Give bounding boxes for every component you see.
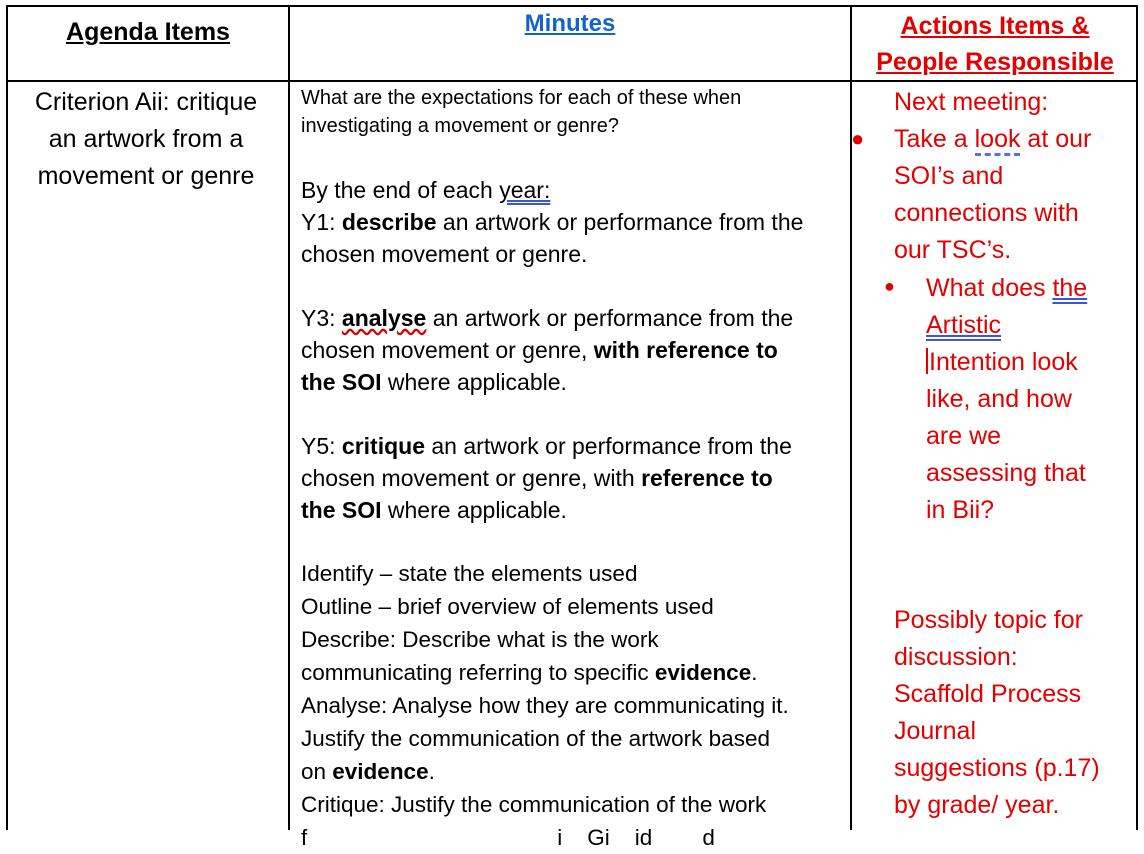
header-actions-items (852, 8, 1138, 80)
actions-next-meeting (894, 84, 1134, 269)
column-divider-1 (288, 6, 290, 830)
header-actions-line2: People Responsible (876, 48, 1114, 76)
action-line: discussion: (894, 643, 1018, 671)
header-minutes: Minutes (524, 10, 616, 37)
minutes-line: the SOI where applicable. (301, 497, 567, 523)
action-line: Scaffold Process (894, 680, 1082, 708)
minutes-line: Critique: Justify the communication of the work (301, 792, 767, 817)
minutes-expectations (301, 174, 846, 526)
action-line: What does the (926, 274, 1088, 302)
bullet-icon: ● (851, 126, 865, 151)
action-line: Take a look at our (894, 121, 1134, 158)
agenda-line: Criterion Aii: critique (34, 88, 258, 116)
action-line: Intention look (926, 344, 1131, 381)
minutes-question (301, 84, 846, 140)
action-line: are we (926, 422, 1002, 450)
header-agenda-items: Agenda Items (66, 18, 230, 46)
agenda-line: an artwork from a (48, 125, 244, 153)
action-line: assessing that (926, 459, 1086, 487)
minutes-line: communicating referring to specific evidence. (301, 660, 758, 685)
header-row-divider (6, 80, 1138, 82)
minutes-line: Describe: Describe what is the work (301, 627, 659, 652)
action-possible-topic (894, 602, 1134, 824)
action-subitem-artistic-intention (926, 270, 1131, 529)
action-heading: Next meeting: (894, 88, 1049, 116)
action-line: Possibly topic for (894, 606, 1083, 634)
table-top-border (6, 5, 1138, 7)
action-line: Artistic (926, 311, 1001, 339)
minutes-line: By the end of each year: (301, 177, 551, 203)
action-line: Journal (894, 717, 976, 745)
action-line: connections with (894, 199, 1079, 227)
header-actions-line1: Actions Items & (900, 12, 1090, 40)
minutes-command-terms (301, 557, 846, 850)
minutes-line: chosen movement or genre. (301, 241, 588, 267)
minutes-line: the SOI where applicable. (301, 369, 567, 395)
minutes-line: Y1: describe an artwork or performance from the (301, 209, 804, 235)
action-line: in Bii? (926, 496, 995, 524)
minutes-line: Analyse: Analyse how they are communicating it. (301, 693, 789, 718)
action-line: like, and how (926, 385, 1072, 413)
action-line: suggestions (p.17) (894, 754, 1100, 782)
minutes-line: Identify – state the elements used (301, 561, 638, 586)
minutes-line: chosen movement or genre, with reference to (301, 337, 778, 363)
minutes-line: chosen movement or genre, with reference to (301, 465, 773, 491)
minutes-line: Y3: analyse an artwork or performance from the (301, 305, 794, 331)
minutes-line: What are the expectations for each of these when (301, 87, 742, 109)
action-line: SOI’s and (894, 162, 1004, 190)
bullet-icon: ● (884, 276, 895, 296)
minutes-line: Justify the communication of the artwork based (301, 726, 770, 751)
agenda-line: movement or genre (37, 162, 255, 190)
action-line: our TSC’s. (894, 236, 1012, 264)
minutes-line: Y5: critique an artwork or performance from the (301, 433, 792, 459)
table-right-border (1136, 6, 1138, 830)
minutes-line: Outline – brief overview of elements used (301, 594, 714, 619)
agenda-item-text (8, 84, 284, 195)
minutes-line: investigating a movement or genre? (301, 115, 619, 137)
text-cursor (926, 348, 928, 374)
action-line: by grade/ year. (894, 791, 1060, 819)
minutes-line: on evidence. (301, 759, 435, 784)
minutes-line-cutoff: f i Gi id d (301, 825, 715, 850)
